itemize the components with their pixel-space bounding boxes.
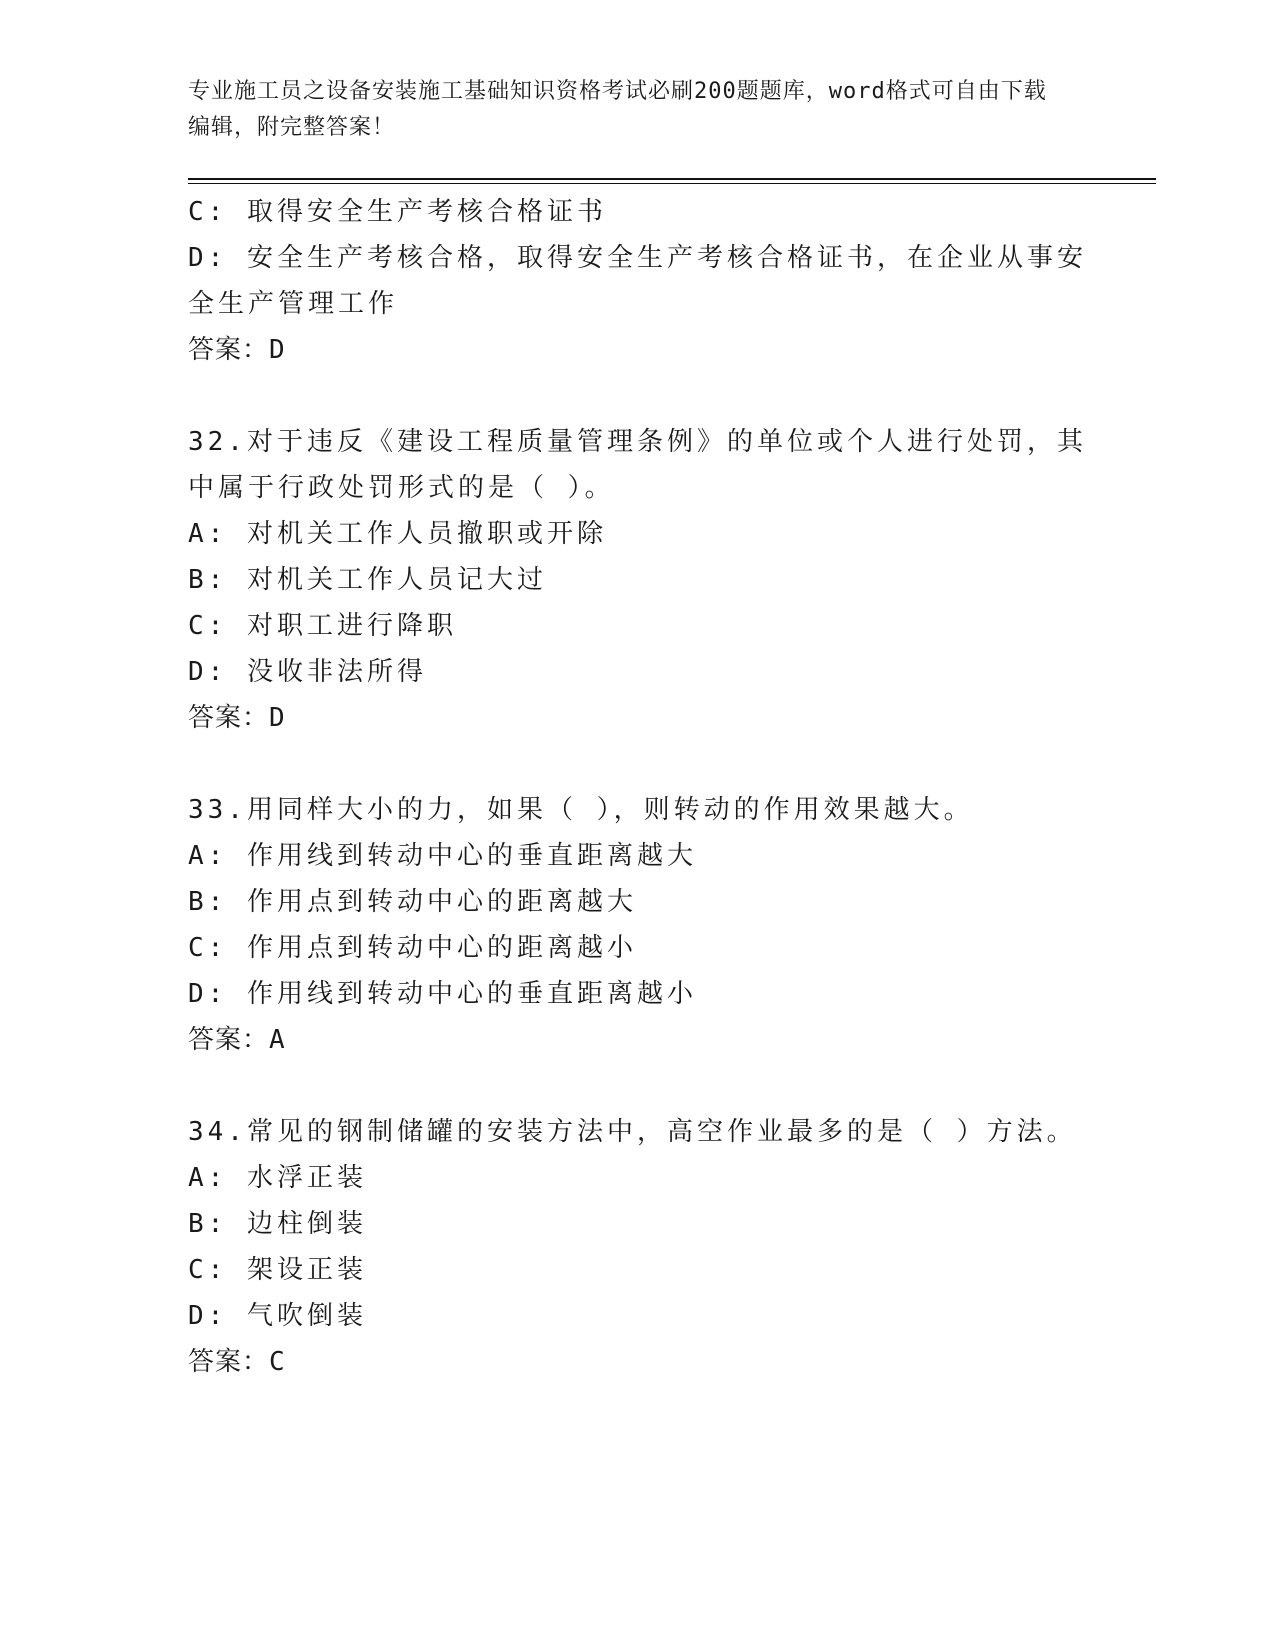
header-rule-thick [188,178,1156,180]
answer-line [188,327,1088,373]
option-text: 水浮正装 [246,1163,367,1193]
option-a: A: 水浮正装 [188,1163,367,1193]
option-c: C: 作用点到转动中心的距离越小 [188,933,637,963]
option-label: C [188,933,208,963]
option-label: A [188,841,208,871]
option-text: 对机关工作人员记大过 [246,565,547,595]
question-34 [188,1109,1088,1385]
option-label: B [188,565,208,595]
option-label: C [188,1255,208,1285]
option-d: D: 作用线到转动中心的垂直距离越小 [188,979,697,1009]
answer-label: 答案： [188,1347,270,1377]
option-b: B: 对机关工作人员记大过 [188,565,547,595]
question-text: 对于违反《建设工程质量管理条例》的单位或个人进行处罚，其中属于行政处罚形式的是（ ）。 [188,427,1087,503]
option-a: A: 作用线到转动中心的垂直距离越大 [188,841,697,871]
document-header [188,74,1068,146]
header-rule-thin [188,183,1156,184]
question-33 [188,787,1088,1063]
answer-value: D [269,335,286,365]
option-b: B: 作用点到转动中心的距离越大 [188,887,637,917]
option-label: D [188,1301,208,1331]
option-text: 作用线到转动中心的垂直距离越小 [246,979,697,1009]
option-text: 对机关工作人员撤职或开除 [246,519,607,549]
option-c: C: 取得安全生产考核合格证书 [188,197,607,227]
option-text: 边柱倒装 [246,1209,367,1239]
answer-line [188,1339,1088,1385]
answer-label: 答案： [188,335,270,365]
option-a: A: 对机关工作人员撤职或开除 [188,519,607,549]
answer-line [188,695,1088,741]
question-content [188,189,1088,1385]
question-number: 32. [188,427,247,457]
answer-value: A [269,1025,286,1055]
answer-label: 答案： [188,1025,270,1055]
option-text: 取得安全生产考核合格证书 [246,197,607,227]
option-label: D [188,979,208,1009]
question-text: 用同样大小的力，如果（ ），则转动的作用效果越大。 [246,795,974,825]
option-label: D [188,243,208,273]
question-stem [188,1109,1088,1155]
option-label: A [188,519,208,549]
question-number: 34. [188,1117,247,1147]
option-label: B [188,1209,208,1239]
option-b: B: 边柱倒装 [188,1209,367,1239]
option-d: D: 安全生产考核合格，取得安全生产考核合格证书，在企业从事安全生产管理工作 [188,243,1087,319]
option-label: D [188,657,208,687]
option-d: D: 气吹倒装 [188,1301,367,1331]
question-text: 常见的钢制储罐的安装方法中，高空作业最多的是（ ）方法。 [246,1117,1077,1147]
option-text: 没收非法所得 [246,657,427,687]
answer-label: 答案： [188,703,270,733]
question-32 [188,419,1088,741]
previous-question-tail [188,189,1088,373]
option-text: 架设正装 [246,1255,367,1285]
option-c: C: 对职工进行降职 [188,611,457,641]
option-text: 气吹倒装 [246,1301,367,1331]
option-text: 作用点到转动中心的距离越小 [246,933,637,963]
option-text: 对职工进行降职 [246,611,457,641]
option-text: 作用点到转动中心的距离越大 [246,887,637,917]
option-label: C [188,611,208,641]
option-label: C [188,197,208,227]
answer-line [188,1017,1088,1063]
question-stem [188,787,1088,833]
option-c: C: 架设正装 [188,1255,367,1285]
option-label: B [188,887,208,917]
answer-value: D [269,703,286,733]
option-text: 作用线到转动中心的垂直距离越大 [246,841,697,871]
option-label: A [188,1163,208,1193]
option-d: D: 没收非法所得 [188,657,427,687]
question-stem [188,419,1088,511]
header-title: 专业施工员之设备安装施工基础知识资格考试必刷200题题库，word格式可自由下载编辑，附完整答案！ [188,79,1047,140]
option-text: 安全生产考核合格，取得安全生产考核合格证书，在企业从事安全生产管理工作 [188,243,1087,319]
answer-value: C [269,1347,286,1377]
question-number: 33. [188,795,247,825]
